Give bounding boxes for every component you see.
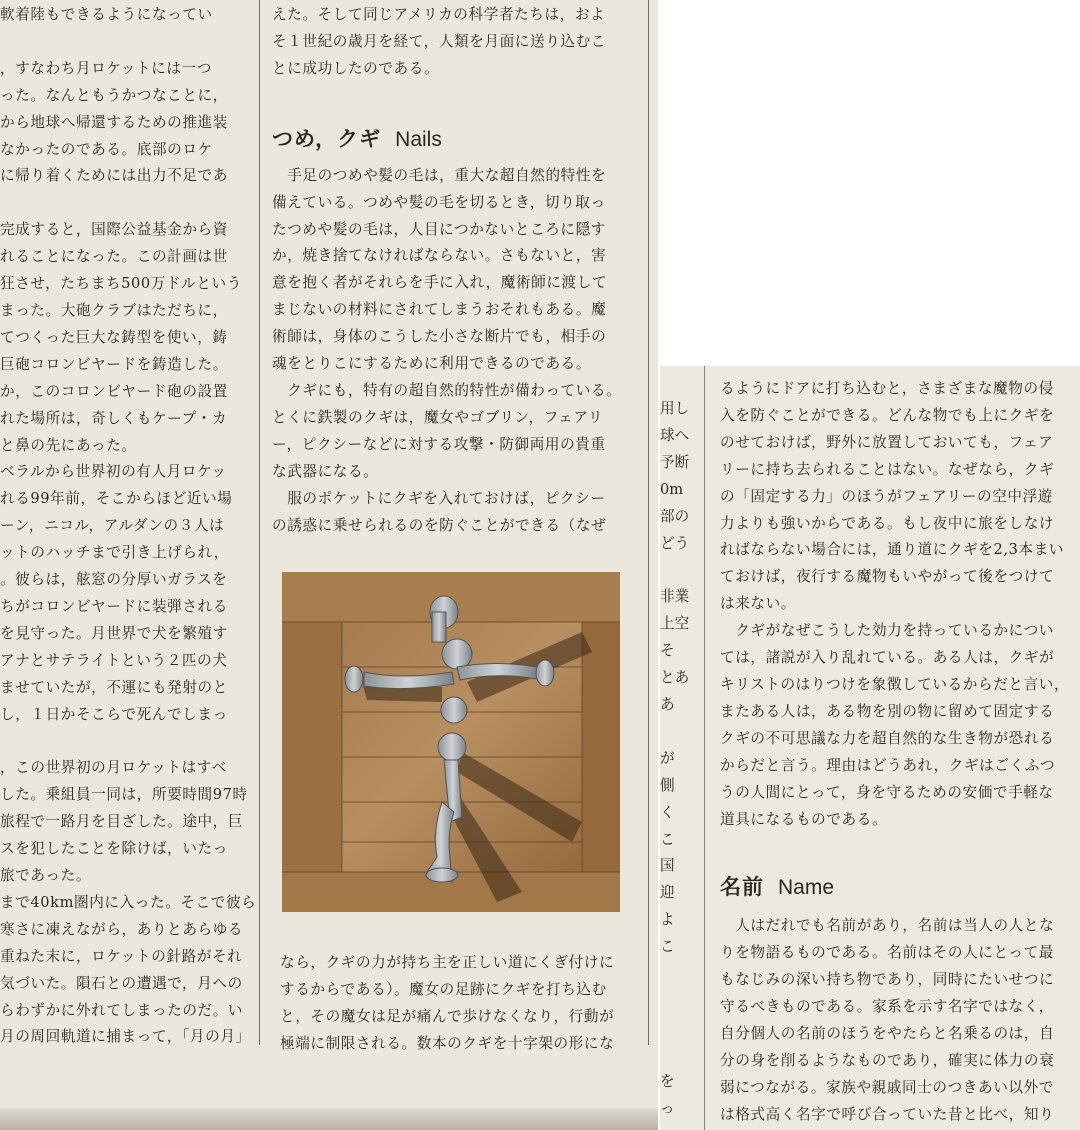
book-page-right	[660, 366, 1080, 1130]
nails-paragraphs	[272, 163, 642, 540]
text-line: に帰り着くためには出力不足であ	[0, 167, 228, 185]
text-fragment: よ	[660, 911, 675, 929]
text-line: てつくった巨大な鋳型を使い，鋳	[0, 328, 228, 346]
text-line: まった。大砲クラブはただちに，	[0, 301, 228, 319]
text-line: な武器になる。	[272, 462, 379, 480]
text-line: は来ない。	[720, 595, 796, 613]
text-line: か，焼き捨てなければならない。さもないと，害	[272, 247, 607, 265]
text-fragment: く	[660, 803, 675, 821]
text-line: 手足のつめや髪の毛は，重大な超自然的特性を	[272, 166, 607, 184]
heading-ja: つめ，クギ	[272, 125, 382, 151]
text-line: ベラルから世界初の有人月ロケッ	[0, 463, 227, 481]
text-fragment: 上空	[660, 615, 690, 633]
text-line: 備えている。つめや髪の毛を切るとき，切り取っ	[272, 193, 606, 211]
text-fragment	[660, 988, 690, 1015]
text-fragment: を	[660, 1072, 675, 1090]
text-line: した。乗組員一同は，所要時間97時	[0, 786, 248, 804]
text-fragment: 非業	[660, 588, 690, 606]
text-line: を見守った。月世界で犬を繁殖す	[0, 624, 228, 642]
text-fragment: どう	[660, 534, 690, 552]
text-fragment: とあ	[660, 669, 690, 687]
text-line: 入を防ぐことができる。どんな物でも上にクギを	[720, 406, 1055, 424]
text-line: アナとサテライトという２匹の犬	[0, 651, 228, 669]
text-line: ットのハッチまで引き上げられ，	[0, 544, 229, 562]
text-line: まで40km圏内に入った。そこで彼ら	[0, 893, 257, 911]
text-line: クギの不可思議な力を超自然的な生き物が恐れる	[720, 729, 1055, 747]
text-line: と鼻の先にあった。	[0, 436, 137, 454]
text-line: った。なんともうかつなことに，	[0, 86, 228, 104]
text-fragment: あ	[660, 695, 675, 713]
text-line: ればならない場合には，通り道にクギを2,3本まい	[720, 541, 1065, 559]
column-divider	[648, 0, 649, 1045]
text-line: 巨砲コロンビヤードを鋳造した。	[0, 355, 228, 373]
text-line	[0, 190, 240, 217]
text-line: クギがなぜこうした効力を持っているかについ	[720, 622, 1054, 640]
text-line: 狂させ，たちまち500万ドルという	[0, 275, 242, 293]
text-line	[0, 728, 240, 755]
nails-text-continued	[720, 376, 1080, 833]
rocket-text-ending	[272, 2, 642, 83]
text-line: なら，クギの力が持ち主を正しい道にくぎ付けに	[280, 954, 615, 971]
heading-en: Nails	[395, 127, 442, 151]
text-line: ー，ピクシーなどに対する攻撃・防御両用の貴重	[272, 435, 606, 453]
text-line: えた。そして同じアメリカの科学者たちは，およ	[272, 6, 606, 23]
text-line: からだと言う。理由はどうあれ，クギはごくふつ	[720, 756, 1056, 774]
text-fragment	[660, 1042, 690, 1069]
text-line: 力よりも強いからである。もし夜中に旅をしなけ	[720, 514, 1055, 532]
text-line: とくに鉄製のクギは，魔女やゴブリン，フェアリ	[272, 408, 604, 426]
text-line: 軟着陸もできるようになってい	[0, 6, 213, 23]
text-fragment: こ	[660, 830, 675, 848]
text-line	[0, 29, 240, 56]
text-line: から地球へ帰還するための推進装	[0, 113, 228, 131]
text-line: 月の周回軌道に捕まって，「月の月」	[0, 1028, 251, 1046]
text-fragment: っ	[660, 1099, 675, 1117]
text-fragment: 迎	[660, 884, 675, 902]
column-nails	[272, 2, 642, 539]
text-line: 寒さに凍えながら，ありとあらゆる	[0, 920, 244, 938]
text-line: スを犯したことを除けば，いたっ	[0, 840, 228, 858]
nails-text-after-illustration	[280, 950, 650, 1058]
text-line: れる99年前，そこからほど近い場	[0, 490, 233, 508]
text-line: するからである）。魔女の足跡にクギを打ち込む	[280, 980, 607, 998]
text-line: し，１日かそこらで死んでしまっ	[0, 705, 228, 723]
text-line: 自分個人の名前のほうをやたらと名乗るのは，自	[720, 1025, 1055, 1043]
text-line: もなじみの深い持ち物であり，同時にたいせつに	[720, 971, 1055, 989]
text-line: 服のポケットにクギを入れておけば，ピクシー	[272, 489, 606, 507]
text-fragment: 側	[660, 776, 675, 794]
text-line: なかったのである。底部のロケ	[0, 140, 213, 158]
text-line: 極端に制限される。数本のクギを十字架の形にな	[280, 1034, 615, 1052]
heading-ja: 名前	[720, 874, 764, 900]
text-line: の「固定する力」のほうがフェアリーの空中浮遊	[720, 487, 1053, 505]
heading-en: Name	[778, 876, 835, 900]
text-fragment: そ	[660, 642, 675, 660]
text-line: のせておけば，野外に放置しておいても，フェア	[720, 433, 1054, 451]
text-fragment: 0m	[660, 480, 684, 498]
text-line: 完成すると，国際公益基金から資	[0, 221, 228, 239]
section-heading-nails	[272, 123, 642, 153]
text-line: 意を抱く者がそれらを手に入れ，魔術師に渡して	[272, 274, 608, 292]
page-edge-shadow	[0, 1108, 658, 1130]
text-fragment: が	[660, 749, 675, 767]
text-fragment	[660, 719, 690, 746]
text-line: 旅であった。	[0, 867, 92, 884]
text-fragment	[660, 961, 690, 988]
column-divider	[259, 0, 260, 1045]
text-line: うの人間にとって，身を守るための安価で手軽な	[720, 783, 1054, 801]
text-line: 道具になるものである。	[720, 810, 888, 828]
text-line: るようにドアに打ち込むと，さまざまな魔物の侵	[720, 380, 1054, 397]
text-line: ，すなわち月ロケットには一つ	[0, 59, 212, 77]
text-line: 重ねた末に，ロケットの針路がそれ	[0, 947, 243, 965]
left-edge-text-fragments	[660, 396, 690, 1122]
text-line: は格式高く名字で呼び合っていた昔と比べ，知り	[720, 1105, 1055, 1123]
text-fragment: 球へ	[660, 426, 690, 444]
text-line: ては，諸説が入り乱れている。ある人は，クギが	[720, 649, 1055, 667]
text-line: 旅程で一路月を目ざした。途中，巨	[0, 813, 244, 831]
text-line: キリストのはりつけを象徴しているからだと言い，	[720, 675, 1070, 693]
text-line: 人はだれでも名前があり，名前は当人の人とな	[720, 917, 1055, 935]
text-fragment: 国	[660, 857, 675, 875]
nail-figure-illustration	[282, 572, 620, 912]
text-line: らわずかに外れてしまったのだ。い	[0, 1001, 244, 1019]
text-fragment: 予断	[660, 453, 690, 471]
text-line: りを物語るものである。名前はその人にとって最	[720, 944, 1054, 962]
text-fragment	[660, 1015, 690, 1042]
text-line: ませていたが，不運にも発射のと	[0, 678, 228, 696]
text-line: 守るべきものである。家系を示す名字ではなく，	[720, 998, 1054, 1016]
text-line: か，このコロンビヤード砲の設置	[0, 382, 228, 400]
section-heading-name	[720, 871, 1080, 901]
text-line: たつめや髪の毛は，人目につかないところに隠す	[272, 220, 606, 238]
text-line: クギにも，特有の超自然的特性が備わっている。	[272, 381, 622, 399]
text-line: 術師は，身体のこうした小さな断片でも，相手の	[272, 328, 607, 346]
text-line: ，この世界初の月ロケットはすべ	[0, 759, 227, 777]
text-line: そ１世紀の歳月を経て，人類を月面に送り込むこ	[272, 32, 606, 50]
text-line: 魂をとりこにするために利用できるのである。	[272, 355, 592, 373]
text-fragment: 用し	[660, 400, 690, 417]
text-fragment: 部の	[660, 507, 690, 525]
name-paragraphs	[720, 913, 1080, 1128]
column-nails-name	[720, 376, 1080, 1129]
text-line: ちがコロンビヤードに装弾される	[0, 597, 228, 615]
text-line: ておけば，夜行する魔物もいやがって後をつけて	[720, 568, 1055, 586]
text-line: の誘惑に乗せられるのを防ぐことができる（なぜ	[272, 516, 607, 534]
text-line: ーン，ニコル，アルダンの３人は	[0, 517, 225, 535]
text-line: 気づいた。隕石との遭遇で，月への	[0, 974, 243, 992]
text-line: またある人は，ある物を別の物に留めて固定する	[720, 702, 1055, 720]
text-line: とに成功したのである。	[272, 59, 440, 77]
text-fragment: こ	[660, 938, 675, 956]
text-line: と，その魔女は足が痛んで歩けなくなり，行動が	[280, 1007, 615, 1025]
text-line: 。彼らは，舷窓の分厚いガラスを	[0, 571, 228, 589]
text-line: 分の身を削るようなものであり，確実に体力の衰	[720, 1051, 1055, 1069]
text-line: リーに持ち去られることはない。なぜなら，クギ	[720, 460, 1055, 478]
column-divider	[704, 366, 705, 1130]
text-line: れた場所は，奇しくもケープ・カ	[0, 409, 228, 427]
text-line: れることになった。この計画は世	[0, 248, 228, 266]
text-line: まじないの材料にされてしまうおそれもある。魔	[272, 301, 607, 319]
text-line: 弱につながる。家族や親戚同士のつきあい以外で	[720, 1078, 1054, 1096]
column-nails-continued	[280, 950, 650, 1058]
column-rocket-text	[0, 2, 257, 1051]
text-fragment	[660, 557, 690, 584]
